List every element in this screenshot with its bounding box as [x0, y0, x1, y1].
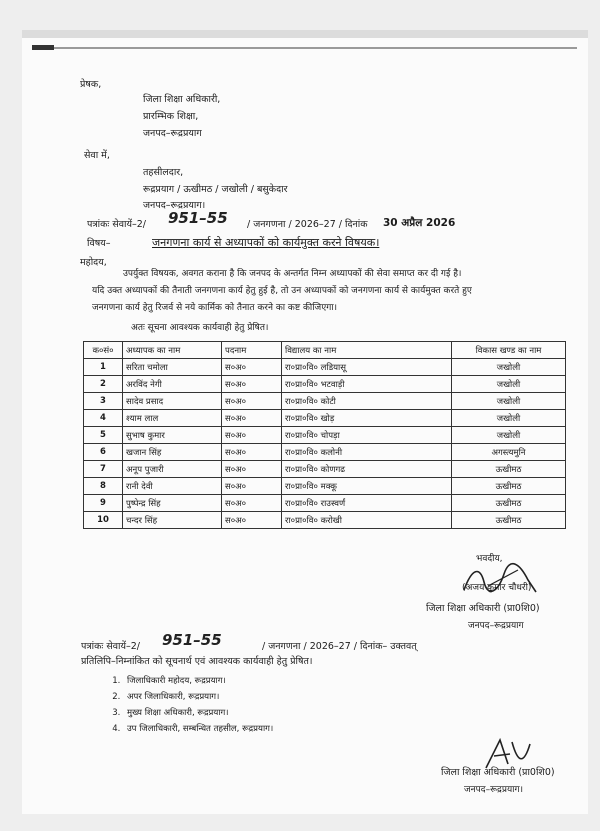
- table-row: [84, 495, 566, 512]
- signatory2-place: जनपद–रूद्रप्रयाग।: [464, 785, 523, 795]
- school-cell: रा०प्रा०वि० भटवाड़ी: [282, 376, 452, 393]
- teacher-name-cell: चन्दर सिंह: [123, 512, 222, 529]
- designation-cell: स०अ०: [222, 461, 282, 478]
- teacher-name-cell: अनूप पुजारी: [123, 461, 222, 478]
- header-school-name: विद्यालय का नाम: [282, 342, 452, 359]
- teacher-name-cell: रानी देवी: [123, 478, 222, 495]
- serial-cell: 4: [84, 410, 123, 427]
- list-item: 3. मुख्य शिक्षा अधिकारी, रूद्रप्रयाग।: [123, 705, 273, 721]
- table-row: [84, 359, 566, 376]
- table-row: [84, 376, 566, 393]
- designation-cell: स०अ०: [222, 376, 282, 393]
- copy-ref-number: 951–55: [162, 631, 222, 649]
- table-row: [84, 512, 566, 529]
- teachers-table: [83, 341, 566, 529]
- serial-cell: 8: [84, 478, 123, 495]
- serial-cell: 5: [84, 427, 123, 444]
- school-cell: रा०प्रा०वि० लडियासू: [282, 359, 452, 376]
- block-cell: जखोली: [452, 410, 566, 427]
- serial-cell: 3: [84, 393, 123, 410]
- designation-cell: स०अ०: [222, 478, 282, 495]
- copy-ref-suffix: / जनगणना / 2026–27 / दिनांक– उक्तवत्: [262, 641, 417, 652]
- letter-date: 30 अप्रैल 2026: [383, 217, 456, 229]
- school-cell: रा०प्रा०वि० कोटी: [282, 393, 452, 410]
- header-designation: पदनाम: [222, 342, 282, 359]
- letter-ref-suffix: / जनगणना / 2026–27 / दिनांक: [247, 219, 368, 230]
- teacher-name-cell: पुष्पेन्द्र सिंह: [123, 495, 222, 512]
- recipient-label: सेवा में,: [84, 150, 110, 161]
- teacher-name-cell: सरिता चमोला: [123, 359, 222, 376]
- block-cell: ऊखीमठ: [452, 478, 566, 495]
- letter-ref-number: 951–55: [168, 209, 228, 227]
- body-line-2: यदि उक्त अध्यापकों की तैनाती जनगणना कार्य हेतु हुई है, तो उन अध्यापकों को जनगणना कार्य से कार्यमुक्त करते हुए: [92, 286, 472, 296]
- serial-cell: 2: [84, 376, 123, 393]
- block-cell: ऊखीमठ: [452, 512, 566, 529]
- signatory2-title: जिला शिक्षा अधिकारी (प्रा0शि0): [441, 767, 555, 778]
- sender-line-1: जिला शिक्षा अधिकारी,: [143, 94, 221, 105]
- list-item: 1. जिलाधिकारी महोदय, रूद्रप्रयाग।: [123, 673, 273, 689]
- table-row: [84, 427, 566, 444]
- body-line-3: जनगणना कार्य हेतु रिजर्व से नये कार्मिक को तैनात करने का कष्ट कीजिएगा।: [92, 303, 338, 313]
- body-line-4: अतः सूचना आवश्यक कार्यवाही हेतु प्रेषित।: [131, 323, 269, 333]
- block-cell: ऊखीमठ: [452, 495, 566, 512]
- serial-cell: 10: [84, 512, 123, 529]
- table-header-row: [84, 342, 566, 359]
- designation-cell: स०अ०: [222, 512, 282, 529]
- designation-cell: स०अ०: [222, 444, 282, 461]
- copy-intro: प्रतिलिपि–निम्नांकित को सूचनार्थ एवं आवश्यक कार्यवाही हेतु प्रेषित।: [81, 656, 313, 667]
- subject-label: विषय–: [87, 238, 111, 249]
- serial-cell: 9: [84, 495, 123, 512]
- block-cell: ऊखीमठ: [452, 461, 566, 478]
- table-row: [84, 393, 566, 410]
- signatory-place: जनपद–रूद्रप्रयाग: [468, 621, 524, 631]
- header-teacher-name: अध्यापक का नाम: [123, 342, 222, 359]
- signatory-title: जिला शिक्षा अधिकारी (प्रा0शि0): [426, 603, 540, 614]
- copy-recipients-list: [111, 673, 273, 737]
- designation-cell: स०अ०: [222, 495, 282, 512]
- designation-cell: स०अ०: [222, 359, 282, 376]
- serial-cell: 1: [84, 359, 123, 376]
- table-row: [84, 461, 566, 478]
- body-line-1: उपर्युक्त विषयक, अवगत कराना है कि जनपद के अन्तर्गत निम्न अध्यापकों की सेवा समाप्त कर दी गई है।: [123, 269, 462, 279]
- table-row: [84, 410, 566, 427]
- school-cell: रा०प्रा०वि० कोणगढ: [282, 461, 452, 478]
- header-block-name: विकास खण्ड का नाम: [452, 342, 566, 359]
- closing-text: भवदीय,: [476, 554, 503, 564]
- sender-line-3: जनपद–रूद्रप्रयाग: [143, 128, 202, 139]
- recipient-line-2: रूद्रप्रयाग / ऊखीमठ / जखोली / बसुकेदार: [143, 184, 288, 195]
- teacher-name-cell: श्याम लाल: [123, 410, 222, 427]
- block-cell: जखोली: [452, 359, 566, 376]
- table-row: [84, 478, 566, 495]
- school-cell: रा०प्रा०वि० कलोनी: [282, 444, 452, 461]
- teacher-name-cell: सुभाष कुमार: [123, 427, 222, 444]
- subject-text: जनगणना कार्य से अध्यापकों को कार्यमुक्त करने विषयक।: [152, 236, 380, 249]
- designation-cell: स०अ०: [222, 427, 282, 444]
- school-cell: रा०प्रा०वि० राउस्वर्णं: [282, 495, 452, 512]
- school-cell: रा०प्रा०वि० करोखी: [282, 512, 452, 529]
- block-cell: जखोली: [452, 393, 566, 410]
- sender-line-2: प्रारम्भिक शिक्षा,: [143, 111, 199, 122]
- list-item: 4. उप जिलाधिकारी, सम्बन्धित तहसील, रूद्रप्रयाग।: [123, 721, 273, 737]
- recipient-line-3: जनपद–रूद्रप्रयाग।: [143, 200, 206, 211]
- teacher-name-cell: अरविंद नेगी: [123, 376, 222, 393]
- letter-ref-prefix: पत्रांकः सेवायें–2/: [87, 219, 147, 230]
- teacher-name-cell: सादेव प्रसाद: [123, 393, 222, 410]
- block-cell: जखोली: [452, 427, 566, 444]
- designation-cell: स०अ०: [222, 410, 282, 427]
- recipient-line-1: तहसीलदार,: [143, 167, 184, 178]
- serial-cell: 6: [84, 444, 123, 461]
- block-cell: जखोली: [452, 376, 566, 393]
- header-serial: क०सं०: [84, 342, 123, 359]
- signatory-name: (अजय कुमार चौधरी): [462, 583, 532, 593]
- serial-cell: 7: [84, 461, 123, 478]
- letterhead-mark: [32, 45, 54, 50]
- letterhead-rule: [32, 47, 577, 49]
- sender-label: प्रेषक,: [80, 79, 102, 90]
- table-row: [84, 444, 566, 461]
- school-cell: रा०प्रा०वि० चोपड़ा: [282, 427, 452, 444]
- designation-cell: स०अ०: [222, 393, 282, 410]
- copy-ref-prefix: पत्रांकः सेवायें–2/: [81, 641, 141, 652]
- school-cell: रा०प्रा०वि० मक्कू: [282, 478, 452, 495]
- salutation: महोदय,: [80, 257, 107, 268]
- block-cell: अगस्त्यमुनि: [452, 444, 566, 461]
- school-cell: रा०प्रा०वि० खोड़: [282, 410, 452, 427]
- list-item: 2. अपर जिलाधिकारी, रूद्रप्रयाग।: [123, 689, 273, 705]
- teacher-name-cell: खजान सिंह: [123, 444, 222, 461]
